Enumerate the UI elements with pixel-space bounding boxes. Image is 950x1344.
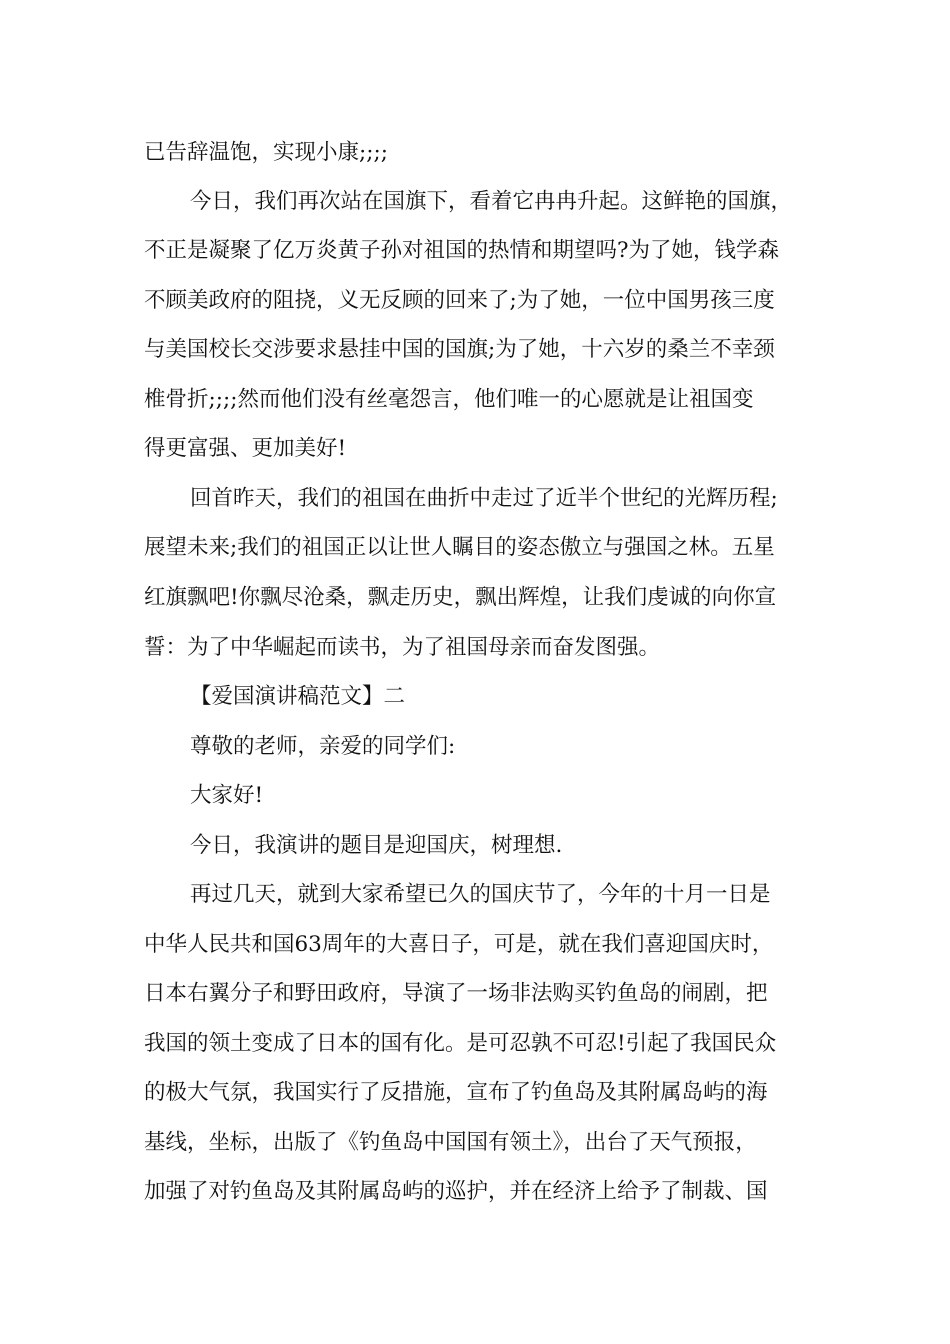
text-line: 再过几天，就到大家希望已久的国庆节了，今年的十月一日是 bbox=[190, 882, 771, 907]
text-line: 基线，坐标，出版了《钓鱼岛中国国有领土》，出台了天气预报， bbox=[144, 1130, 757, 1155]
text-line: 不顾美政府的阻挠，义无反顾的回来了;为了她，一位中国男孩三度 bbox=[144, 288, 775, 313]
text-line: 中华人民共和国63周年的大喜日子，可是，就在我们喜迎国庆时， bbox=[144, 932, 774, 957]
text-line: 已告辞温饱，实现小康;;;; bbox=[144, 140, 388, 165]
text-line: 今日，我演讲的题目是迎国庆，树理想. bbox=[190, 833, 563, 858]
text-line: 回首昨天，我们的祖国在曲折中走过了近半个世纪的光辉历程; bbox=[190, 486, 778, 511]
salutation: 尊敬的老师，亲爱的同学们: bbox=[190, 734, 456, 759]
text-line: 得更富强、更加美好! bbox=[144, 436, 347, 461]
text-line: 誓：为了中华崛起而读书，为了祖国母亲而奋发图强。 bbox=[144, 635, 661, 660]
text-line: 不正是凝聚了亿万炎黄子孙对祖国的热情和期望吗?为了她，钱学森 bbox=[144, 238, 780, 263]
text-line: 椎骨折;;;;然而他们没有丝毫怨言，他们唯一的心愿就是让祖国变 bbox=[144, 387, 754, 412]
text-line: 我国的领土变成了日本的国有化。是可忍孰不可忍!引起了我国民众 bbox=[144, 1031, 777, 1056]
text-line: 与美国校长交涉要求悬挂中国的国旗;为了她，十六岁的桑兰不幸颈 bbox=[144, 337, 775, 362]
text-line: 红旗飘吧!你飘尽沧桑，飘走历史，飘出辉煌，让我们虔诚的向你宣 bbox=[144, 585, 777, 610]
greeting: 大家好! bbox=[190, 783, 264, 808]
text-line: 展望未来;我们的祖国正以让世人瞩目的姿态傲立与强国之林。五星 bbox=[144, 535, 775, 560]
section-heading: 【爱国演讲稿范文】二 bbox=[190, 684, 406, 709]
text-line: 日本右翼分子和野田政府，导演了一场非法购买钓鱼岛的闹剧，把 bbox=[144, 981, 768, 1006]
text-line: 加强了对钓鱼岛及其附属岛屿的巡护，并在经济上给予了制裁、国 bbox=[144, 1179, 768, 1204]
text-line: 今日，我们再次站在国旗下，看着它冉冉升起。这鲜艳的国旗， bbox=[190, 189, 793, 214]
text-line: 的极大气氛，我国实行了反措施，宣布了钓鱼岛及其附属岛屿的海 bbox=[144, 1080, 768, 1105]
